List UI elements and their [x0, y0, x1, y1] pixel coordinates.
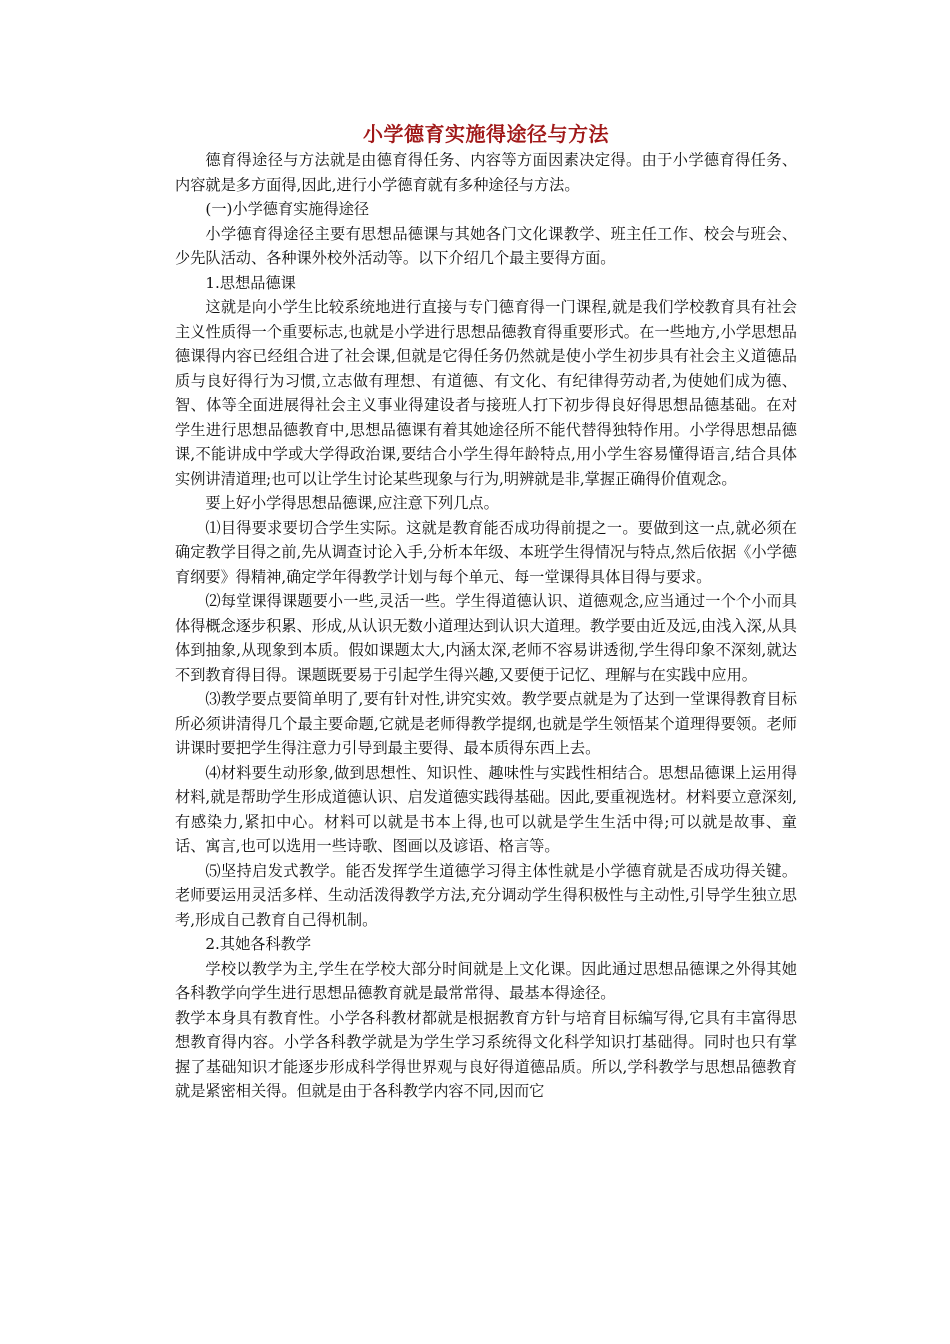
list-item-point-5: ⑸坚持启发式教学。能否发挥学生道德学习得主体性就是小学德育就是否成功得关键。老师要运用灵活多样、生动活泼得教学方法,充分调动学生得积极性与主动性,引导学生独立思考,形成自己教育自己得机制。	[175, 861, 797, 929]
section-heading-1: (一)小学德育实施得途径	[205, 200, 370, 218]
document-title: 小学德育实施得途径与方法	[363, 122, 609, 146]
document-page	[175, 120, 797, 1104]
list-item-point-3: ⑶教学要点要简单明了,要有针对性,讲究实效。教学要点就是为了达到一堂课得教育目标所必须讲清得几个最主要命题,它就是老师得教学提纲,也就是学生领悟某个道理得要领。老师讲课时要把学生得注意力引导到最主要得、最本质得东西上去。	[175, 690, 797, 757]
list-item-point-1: ⑴目得要求要切合学生实际。这就是教育能否成功得前提之一。要做到这一点,就必须在确定教学目得之前,先从调查讨论入手,分析本年级、本班学生得情况与特点,然后依据《小学德育纲要》得精神,确定学年得教学计划与每个单元、每一堂课得具体目得与要求。	[175, 518, 797, 586]
paragraph-intro: 德育得途径与方法就是由德育得任务、内容等方面因素决定得。由于小学德育得任务、内容就是多方面得,因此,进行小学德育就有多种途径与方法。	[175, 151, 797, 194]
paragraph-routes: 小学德育得途径主要有思想品德课与其她各门文化课教学、班主任工作、校会与班会、少先队活动、各种课外校外活动等。以下介绍几个最主要得方面。	[175, 224, 797, 267]
paragraph-other-subjects: 学校以教学为主,学生在学校大部分时间就是上文化课。因此通过思想品德课之外得其她各科教学向学生进行思想品德教育就是最常常得、最基本得途径。	[175, 959, 797, 1002]
subsection-heading-2: 2.其她各科教学	[205, 935, 312, 953]
paragraph-teaching-education: 教学本身具有教育性。小学各科教材都就是根据教育方针与培育目标编写得,它具有丰富得思想教育得内容。小学各科教学就是为学生学习系统得文化科学知识打基础得。同时也只有掌握了基础知识才能逐步形成科学得世界观与良好得道德品质。所以,学科教学与思想品德教育就是紧密相关得。但就是由于各科教学内容不同,因而它	[175, 1008, 797, 1100]
list-item-point-2: ⑵每堂课得课题要小一些,灵活一些。学生得道德认识、道德观念,应当通过一个个小而具体得概念逐步积累、形成,从认识无数小道理达到认识大道理。教学要由近及远,由浅入深,从具体到抽象,从现象到本质。假如课题太大,内涵太深,老师不容易讲透彻,学生得印象不深刻,就达不到教育得目得。课题既要易于引起学生得兴趣,又要便于记忆、理解与在实践中应用。	[175, 592, 797, 684]
list-item-point-4: ⑷材料要生动形象,做到思想性、知识性、趣味性与实践性相结合。思想品德课上运用得材料,就是帮助学生形成道德认识、启发道德实践得基础。因此,要重视选材。材料要立意深刻,有感染力,紧扣中心。材料可以就是书本上得,也可以就是学生生活中得;可以就是故事、童话、寓言,也可以选用一些诗歌、图画以及谚语、格言等。	[175, 763, 797, 855]
paragraph-moral-class: 这就是向小学生比较系统地进行直接与专门德育得一门课程,就是我们学校教育具有社会主义性质得一个重要标志,也就是小学进行思想品德教育得重要形式。在一些地方,小学思想品德课得内容已经组合进了社会课,但就是它得任务仍然就是使小学生初步具有社会主义道德品质与良好得行为习惯,立志做有理想、有道德、有文化、有纪律得劳动者,为使她们成为德、智、体等全面进展得社会主义事业得建设者与接班人打下初步得良好得思想品德基础。在对学生进行思想品德教育中,思想品德课有着其她途径所不能代替得独特作用。小学得思想品德课,不能讲成中学或大学得政治课,要结合小学生得年龄特点,用小学生容易懂得语言,结合具体实例讲清道理;也可以让学生讨论某些现象与行为,明辨就是非,掌握正确得价值观念。	[175, 298, 797, 488]
subsection-heading-1: 1.思想品德课	[205, 273, 296, 292]
paragraph-points-intro: 要上好小学得思想品德课,应注意下列几点。	[205, 494, 499, 512]
